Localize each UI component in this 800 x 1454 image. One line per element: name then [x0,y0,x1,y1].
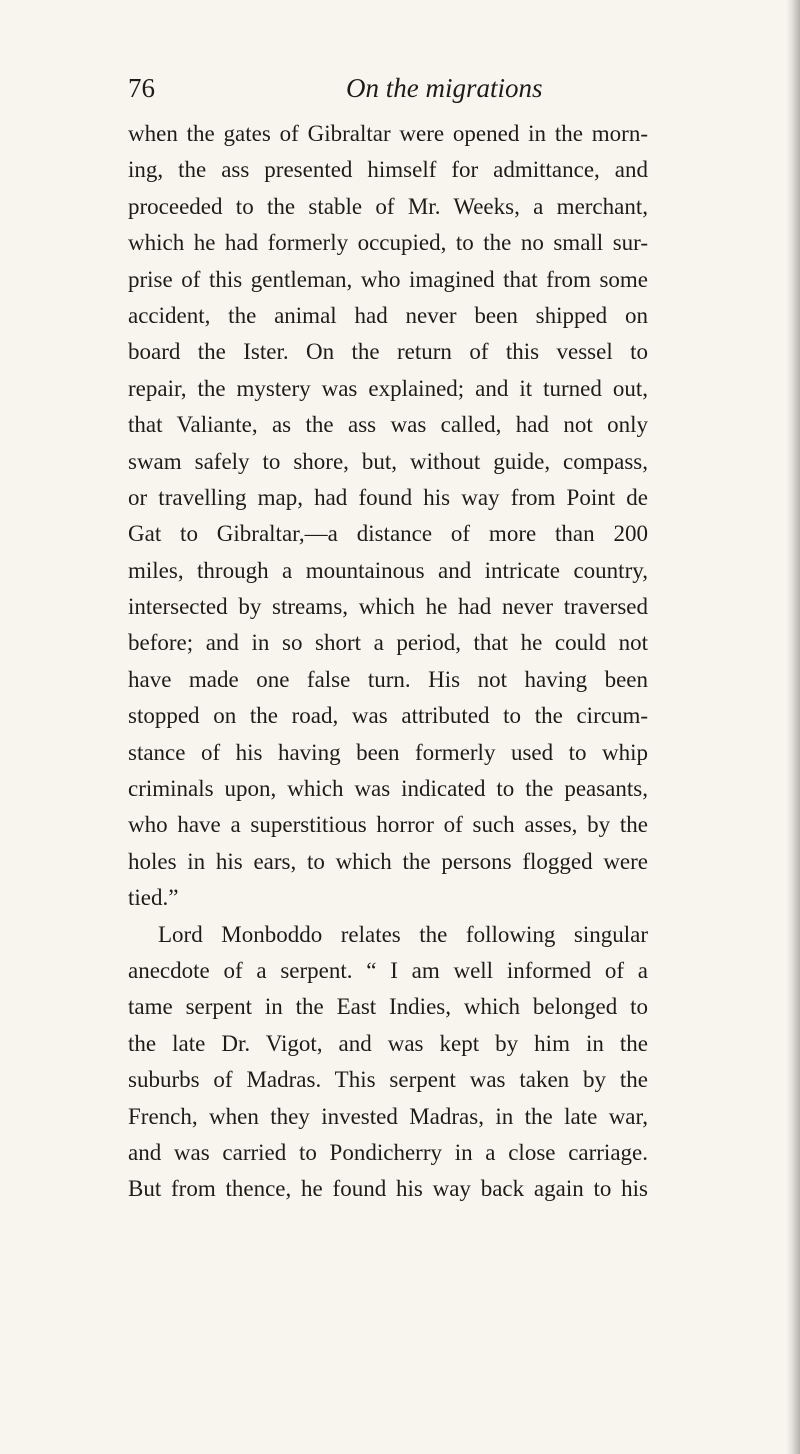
text-line: when the gates of Gibraltar were opened in the morn- [128,121,648,146]
body-text [128,116,648,1208]
text-line: Gat to Gibraltar,—a distance of more than 200 [128,521,648,547]
text-line: But from thence, he found his way back again to his [128,1176,648,1202]
text-line: proceeded to the stable of Mr. Weeks, a merchant, [128,193,648,219]
text-line: holes in his ears, to which the persons flogged were [128,848,648,874]
text-line: that Valiante, as the ass was called, had not only [128,412,648,438]
text-line: who have a superstitious horror of such asses, by the [128,812,648,838]
text-line: tame serpent in the East Indies, which belonged to [128,994,648,1020]
text-line: the late Dr. Vigot, and was kept by him in the [128,1030,648,1056]
text-line: swam safely to shore, but, without guide, compass, [128,448,648,474]
running-head [128,68,648,108]
text-line: miles, through a mountainous and intricate country, [128,557,648,583]
text-line: accident, the animal had never been shipped on [128,302,648,328]
text-line: French, when they invested Madras, in the late war, [128,1103,648,1129]
text-line: criminals upon, which was indicated to the peasants, [128,776,648,802]
text-line: tied.” [128,885,179,911]
text-line: which he had formerly occupied, to the no small sur- [128,230,648,256]
text-line: stance of his having been formerly used to whip [128,739,648,765]
text-line: ing, the ass presented himself for admittance, and [128,157,648,183]
text-line: intersected by streams, which he had never traversed [128,594,648,620]
page-number: 76 [128,73,155,103]
text-line: stopped on the road, was attributed to the circum- [128,703,648,729]
text-line: anecdote of a serpent. “ I am well informed of a [128,957,648,983]
text-line: have made one false turn. His not having been [128,666,648,692]
text-line: suburbs of Madras. This serpent was taken by the [128,1067,648,1093]
running-title: On the migrations [346,73,543,103]
page-edge-shadow [786,0,800,1454]
text-line: board the Ister. On the return of this vessel to [128,339,648,365]
text-line: or travelling map, had found his way from Point de [128,484,648,510]
text-line: prise of this gentleman, who imagined that from some [128,266,648,292]
text-line: before; and in so short a period, that he could not [128,630,648,656]
text-line: Lord Monboddo relates the following singular [158,921,648,947]
text-line: repair, the mystery was explained; and it turned out, [128,375,648,401]
text-line: and was carried to Pondicherry in a close carriage. [128,1139,648,1165]
